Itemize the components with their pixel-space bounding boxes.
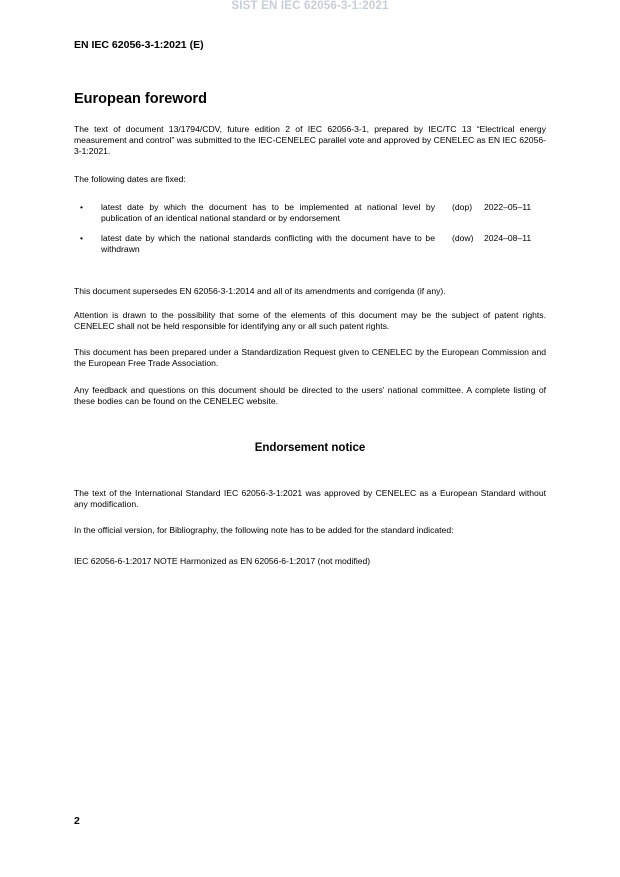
date-item-date: 2022–05–11 (484, 202, 532, 212)
date-item-code: (dow) (452, 233, 474, 243)
foreword-paragraph-3: This document supersedes EN 62056-3-1:2014 and all of its amendments and corrigenda (if any). (74, 286, 446, 296)
date-item-text: latest date by which the national standards conflicting with the document have to be withdrawn (101, 233, 435, 255)
document-id: EN IEC 62056-3-1:2021 (E) (74, 39, 204, 51)
endorsement-paragraph-2: In the official version, for Bibliography, the following note has to be added for the standard indicated: (74, 525, 454, 535)
page-number: 2 (74, 815, 80, 827)
date-item-text: latest date by which the document has to be implemented at national level by publication of an identical national standard or by endorsement (101, 202, 435, 224)
foreword-heading: European foreword (74, 91, 207, 107)
date-item-date: 2024–08–11 (484, 233, 532, 243)
endorsement-note: IEC 62056-6-1:2017 NOTE Harmonized as EN 62056-6-1:2017 (not modified) (74, 556, 371, 566)
date-item-code: (dop) (452, 202, 473, 212)
bullet-icon: • (80, 233, 84, 243)
foreword-paragraph-6: Any feedback and questions on this document should be directed to the users’ national committee. A complete listing of these bodies can be found on the CENELEC website. (74, 385, 546, 407)
watermark: SIST EN IEC 62056-3-1:2021 (231, 0, 389, 12)
bullet-icon: • (80, 202, 84, 212)
foreword-paragraph-1: The text of document 13/1794/CDV, future edition 2 of IEC 62056-3-1, prepared by IEC/TC 13 “Electrical energy measurement and control” was submitted to the IEC-CENELEC parallel vote and approved by CENELEC as EN IEC 62056-3-1:2021. (74, 124, 546, 157)
endorsement-heading: Endorsement notice (254, 442, 366, 454)
foreword-paragraph-4: Attention is drawn to the possibility that some of the elements of this document may be the subject of patent rights. CENELEC shall not be held responsible for identifying any or all such patent rights. (74, 310, 546, 332)
endorsement-paragraph-1: The text of the International Standard IEC 62056-3-1:2021 was approved by CENELEC as a European Standard without any modification. (74, 488, 546, 510)
foreword-paragraph-5: This document has been prepared under a Standardization Request given to CENELEC by the European Commission and the European Free Trade Association. (74, 347, 546, 369)
foreword-paragraph-2: The following dates are fixed: (74, 174, 186, 184)
